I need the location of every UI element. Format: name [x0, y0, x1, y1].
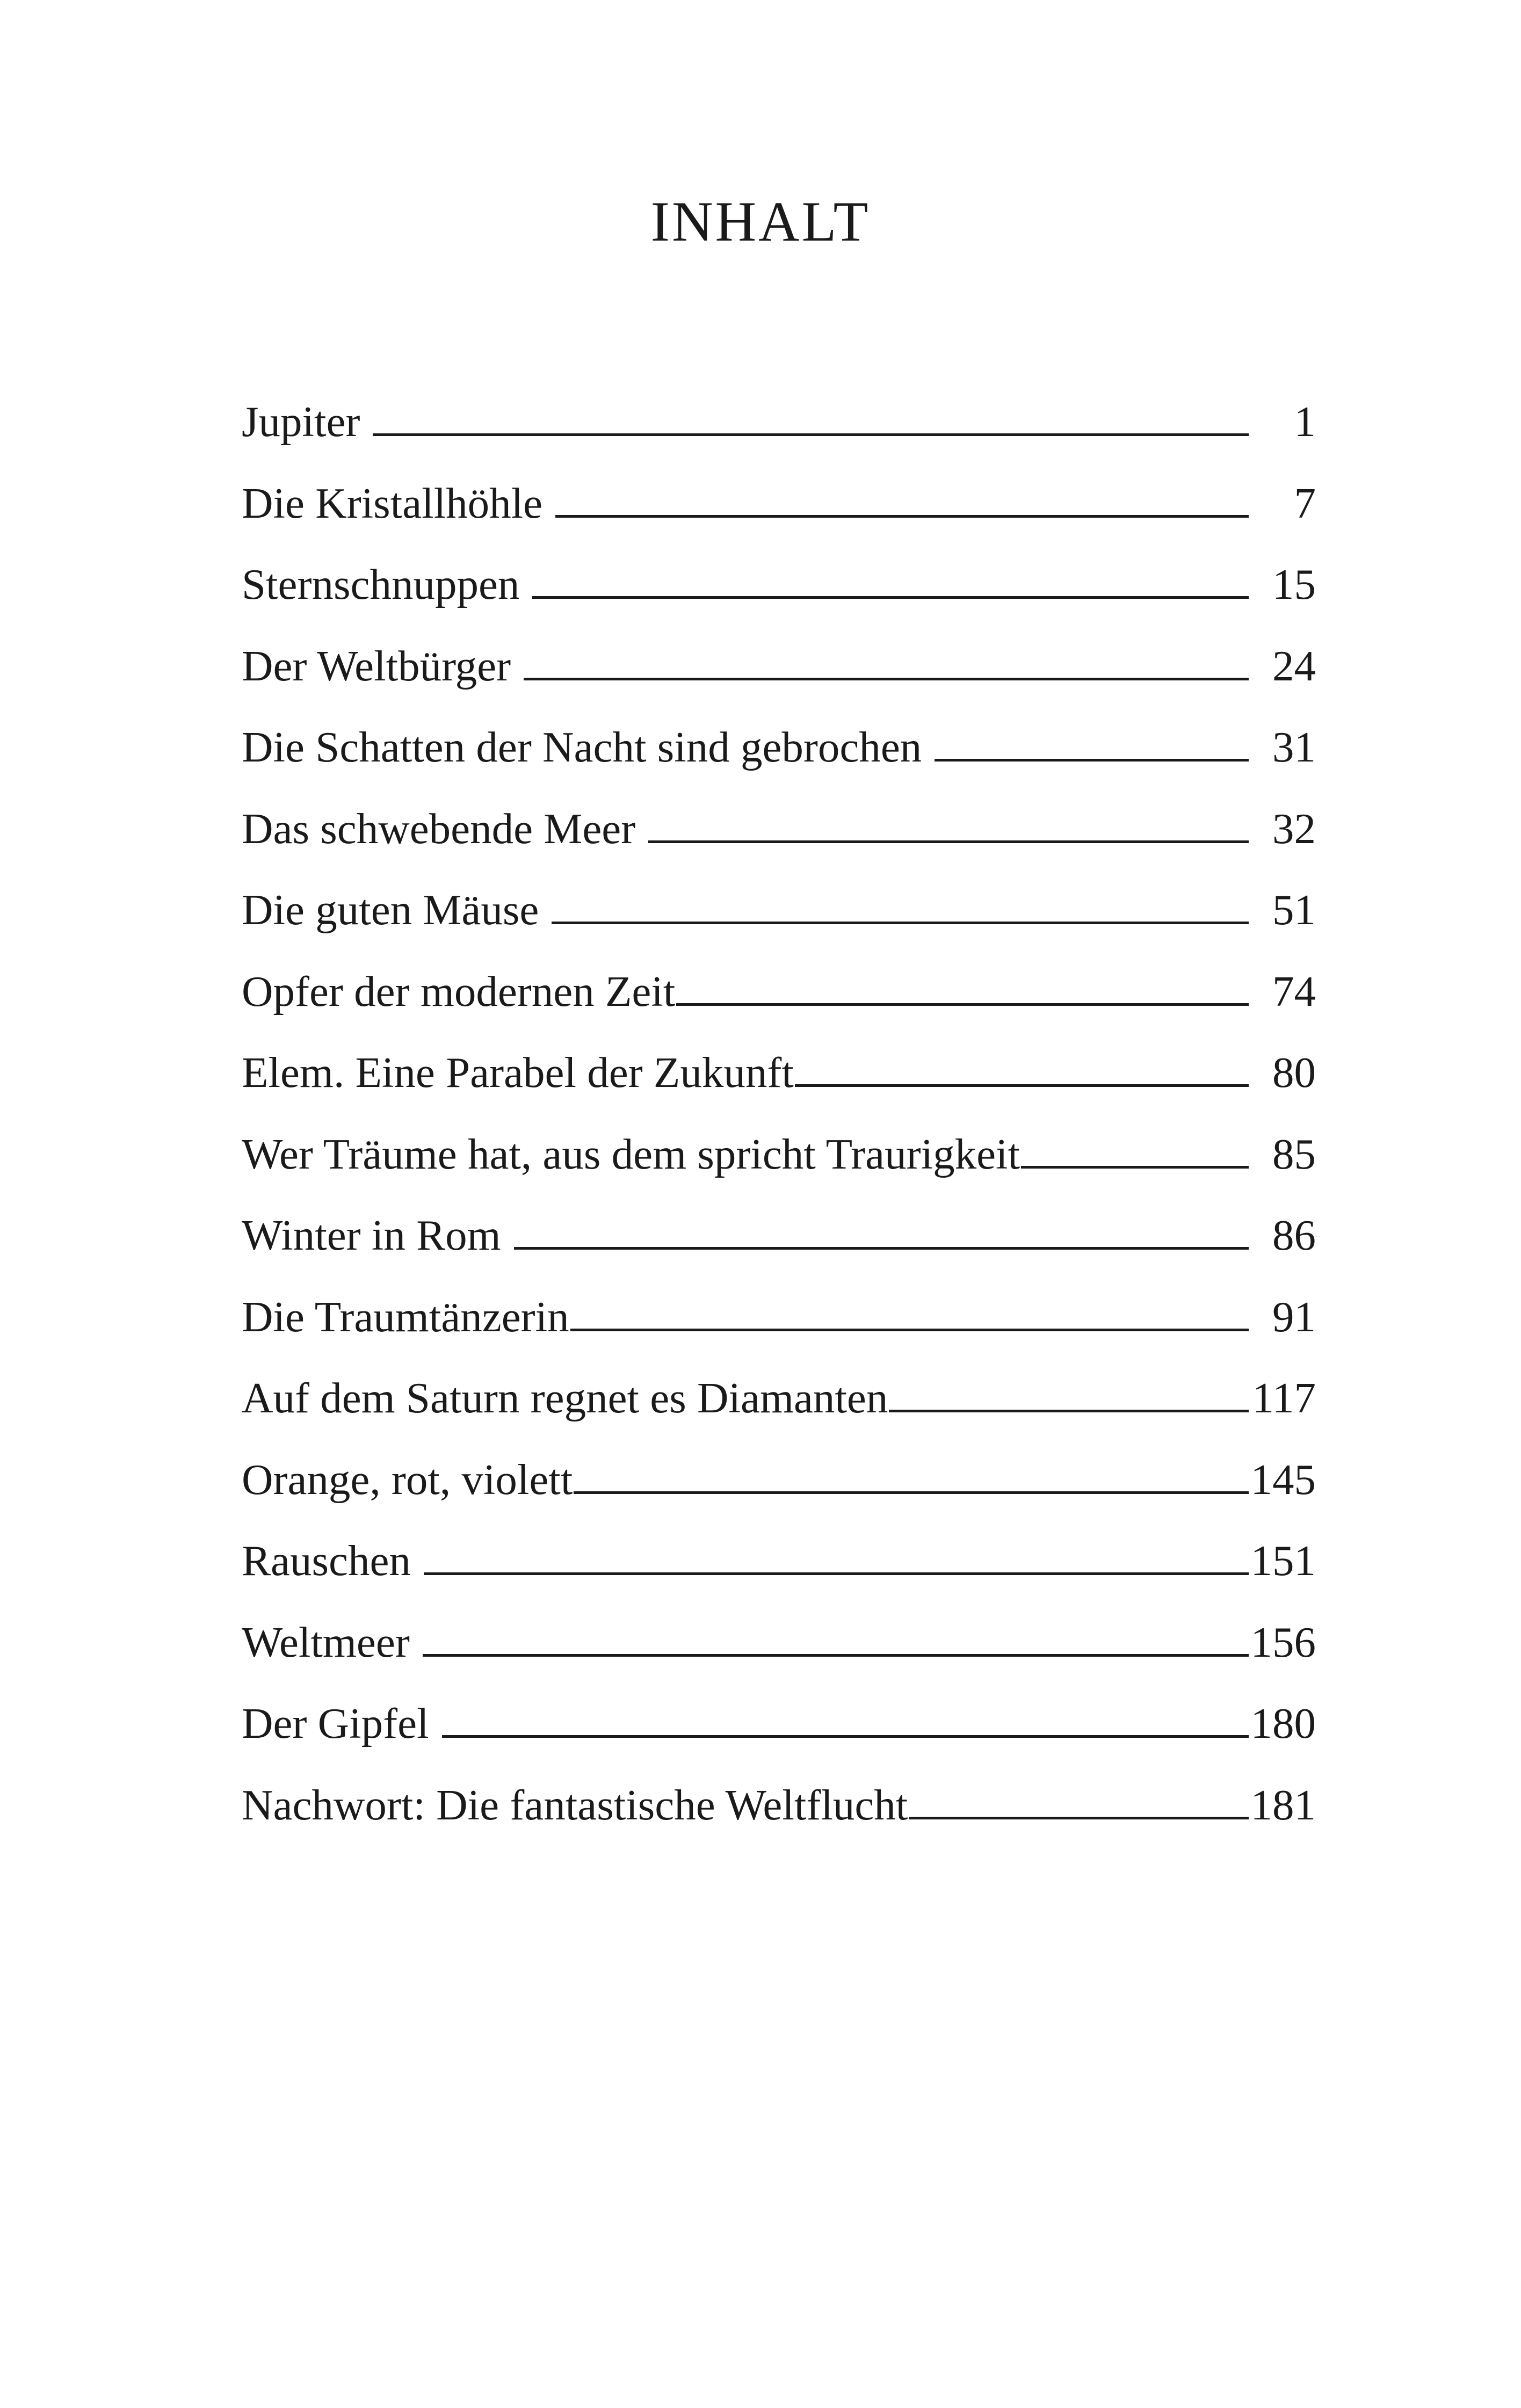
toc-entry: [242, 560, 1316, 644]
toc-entry-title: Die guten Mäuse: [242, 886, 539, 934]
toc-leader-line: [524, 678, 1249, 680]
toc-entry-page: 91: [1272, 1292, 1316, 1341]
toc-entry-title: Elem. Eine Parabel der Zukunft: [242, 1048, 794, 1097]
toc-entry-page: 74: [1272, 967, 1316, 1016]
toc-entry-page: 85: [1272, 1129, 1316, 1178]
toc-leader-line: [909, 1817, 1249, 1819]
toc-entry: [242, 1048, 1316, 1133]
toc-entry-title: Die Traumtänzerin: [242, 1292, 569, 1341]
toc-leader-line: [373, 433, 1249, 436]
toc-leader-line: [648, 840, 1249, 843]
toc-entry-title: Sternschnuppen: [242, 560, 520, 608]
toc-entry-title: Jupiter: [242, 397, 360, 446]
toc-entry: [242, 804, 1316, 889]
toc-entry-title: Winter in Rom: [242, 1211, 501, 1259]
toc-entry: [242, 1129, 1316, 1214]
toc-leader-line: [423, 1654, 1249, 1657]
toc-entry: [242, 1536, 1316, 1621]
toc-entry-title: Rauschen: [242, 1536, 411, 1585]
toc-entry-page: 156: [1250, 1618, 1316, 1666]
toc-entry-title: Das schwebende Meer: [242, 804, 636, 853]
toc-entry-page: 145: [1250, 1455, 1316, 1504]
toc-entry-title: Die Schatten der Nacht sind gebrochen: [242, 723, 922, 771]
toc-entry-page: 181: [1250, 1780, 1316, 1829]
toc-entry-title: Der Gipfel: [242, 1699, 429, 1747]
toc-leader-line: [574, 1491, 1249, 1494]
toc-entry-title: Der Weltbürger: [242, 641, 511, 690]
toc-entry-title: Orange, rot, violett: [242, 1455, 573, 1504]
toc-entry-page: 32: [1272, 804, 1316, 853]
toc-entry-page: 1: [1294, 397, 1316, 446]
toc-entry-page: 180: [1250, 1699, 1316, 1747]
toc-entry: [242, 397, 1316, 482]
toc-leader-line: [889, 1410, 1249, 1412]
toc-leader-line: [514, 1247, 1249, 1250]
toc-entry: [242, 1699, 1316, 1783]
toc-entry: [242, 641, 1316, 726]
toc-entry-title: Wer Träume hat, aus dem spricht Traurigkeit: [242, 1129, 1020, 1178]
toc-leader-line: [532, 596, 1249, 599]
toc-entry: [242, 1455, 1316, 1540]
toc-entry-title: Auf dem Saturn regnet es Diamanten: [242, 1374, 888, 1422]
toc-entry-page: 7: [1294, 478, 1316, 527]
toc-entry-title: Nachwort: Die fantastische Weltflucht: [242, 1780, 908, 1829]
toc-leader-line: [935, 759, 1249, 761]
toc-entry-page: 15: [1272, 560, 1316, 608]
toc-leader-line: [552, 922, 1249, 924]
toc-leader-line: [424, 1572, 1249, 1575]
toc-entry: [242, 1292, 1316, 1377]
toc-entry: [242, 888, 1316, 970]
toc-entry-page: 117: [1252, 1374, 1316, 1422]
toc-leader-line: [795, 1084, 1249, 1087]
toc-leader-line: [1021, 1166, 1249, 1169]
toc-entry: [242, 723, 1316, 807]
toc-entry-title: Die Kristallhöhle: [242, 478, 543, 527]
toc-entry-page: 51: [1272, 886, 1316, 934]
toc-entry: [242, 1211, 1316, 1295]
toc-entry-page: 24: [1272, 641, 1316, 690]
toc-leader-line: [570, 1329, 1249, 1331]
table-of-contents: [242, 397, 1316, 1865]
toc-leader-line: [555, 515, 1249, 518]
page-title: INHALT: [650, 190, 871, 253]
toc-entry-page: 80: [1272, 1048, 1316, 1097]
toc-entry: [242, 1618, 1316, 1702]
toc-entry: [242, 1780, 1316, 1865]
toc-entry-page: 31: [1272, 723, 1316, 771]
toc-entry-page: 86: [1272, 1211, 1316, 1259]
toc-entry-page: 151: [1250, 1536, 1316, 1585]
toc-leader-line: [442, 1735, 1249, 1738]
toc-entry: [242, 1376, 1316, 1458]
toc-entry-title: Weltmeer: [242, 1618, 410, 1666]
toc-leader-line: [676, 1003, 1249, 1006]
toc-entry: [242, 967, 1316, 1051]
toc-entry: [242, 478, 1316, 563]
toc-entry-title: Opfer der modernen Zeit: [242, 967, 676, 1016]
